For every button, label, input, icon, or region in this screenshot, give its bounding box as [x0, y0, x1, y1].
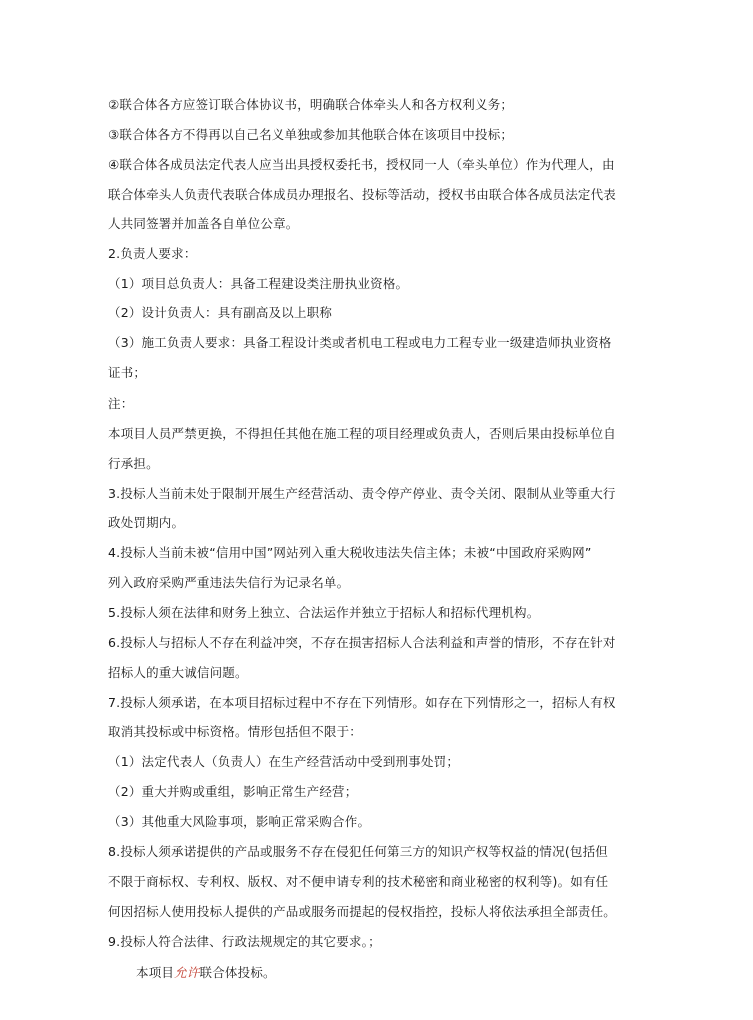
- text-line: 3.投标人当前未处于限制开展生产经营活动、责令停产停业、责令关闭、限制从业等重大行: [108, 486, 616, 501]
- text-line: 联合体牵头人负责代表联合体成员办理报名、投标等活动，授权书由联合体各成员法定代表: [108, 187, 617, 202]
- text-line: 注：: [108, 396, 134, 411]
- text-line: 列入政府采购严重违法失信行为记录名单。: [108, 575, 350, 590]
- text-line: 8.投标人须承诺提供的产品或服务不存在侵犯任何第三方的知识产权等权益的情况(包括但: [108, 844, 609, 859]
- text-line: （2）重大并购或重组，影响正常生产经营；: [108, 784, 358, 799]
- text-line: （2）设计负责人：具有副高及以上职称: [108, 305, 333, 320]
- text-line: （1）项目总负责人：具备工程建设类注册执业资格。: [108, 276, 409, 291]
- text-line: 2.负责人要求：: [108, 246, 197, 261]
- text-line: 行承担。: [108, 456, 159, 471]
- final-highlight: 允许: [174, 965, 200, 980]
- text-line: 人共同签署并加盖各自单位公章。: [108, 216, 299, 231]
- text-line: ②联合体各方应签订联合体协议书，明确联合体牵头人和各方权利义务；: [108, 97, 514, 112]
- text-line: 4.投标人当前未被“信用中国”网站列入重大税收违法失信主体；未被“中国政府采购网”: [108, 545, 592, 560]
- text-line: 7.投标人须承诺，在本项目招标过程中不存在下列情形。如存在下列情形之一，招标人有权: [108, 695, 616, 710]
- final-prefix: 本项目: [136, 965, 175, 980]
- text-line: 6.投标人与招标人不存在利益冲突，不存在损害招标人合法利益和声誉的情形，不存在针对: [108, 635, 616, 650]
- text-line: 9.投标人符合法律、行政法规规定的其它要求。；: [108, 934, 381, 949]
- final-statement: [136, 964, 676, 982]
- text-line: ③联合体各方不得再以自己名义单独或参加其他联合体在该项目中投标；: [108, 127, 514, 142]
- text-line: ④联合体各成员法定代表人应当出具授权委托书，授权同一人（牵头单位）作为代理人，由: [108, 157, 615, 172]
- final-suffix: 联合体投标。: [199, 965, 276, 980]
- text-line: 何因招标人使用投标人提供的产品或服务而提起的侵权指控，投标人将依法承担全部责任。: [108, 904, 617, 919]
- text-line: 证书；: [108, 365, 147, 380]
- text-line: （3）其他重大风险事项，影响正常采购合作。: [108, 814, 371, 829]
- text-line: 取消其投标或中标资格。情形包括但不限于：: [108, 724, 363, 739]
- text-line: 本项目人员严禁更换，不得担任其他在施工程的项目经理或负责人，否则后果由投标单位自: [108, 426, 617, 441]
- text-line: 招标人的重大诚信问题。: [108, 665, 248, 680]
- text-line: 政处罚期内。: [108, 515, 185, 530]
- text-line: 5.投标人须在法律和财务上独立、合法运作并独立于招标人和招标代理机构。: [108, 605, 540, 620]
- text-line: （1）法定代表人（负责人）在生产经营活动中受到刑事处罚；: [108, 754, 460, 769]
- text-line: 不限于商标权、专利权、版权、对不便申请专利的技术秘密和商业秘密的权利等)。如有任: [108, 874, 609, 889]
- text-line: （3）施工负责人要求：具备工程设计类或者机电工程或电力工程专业一级建造师执业资格: [108, 335, 612, 350]
